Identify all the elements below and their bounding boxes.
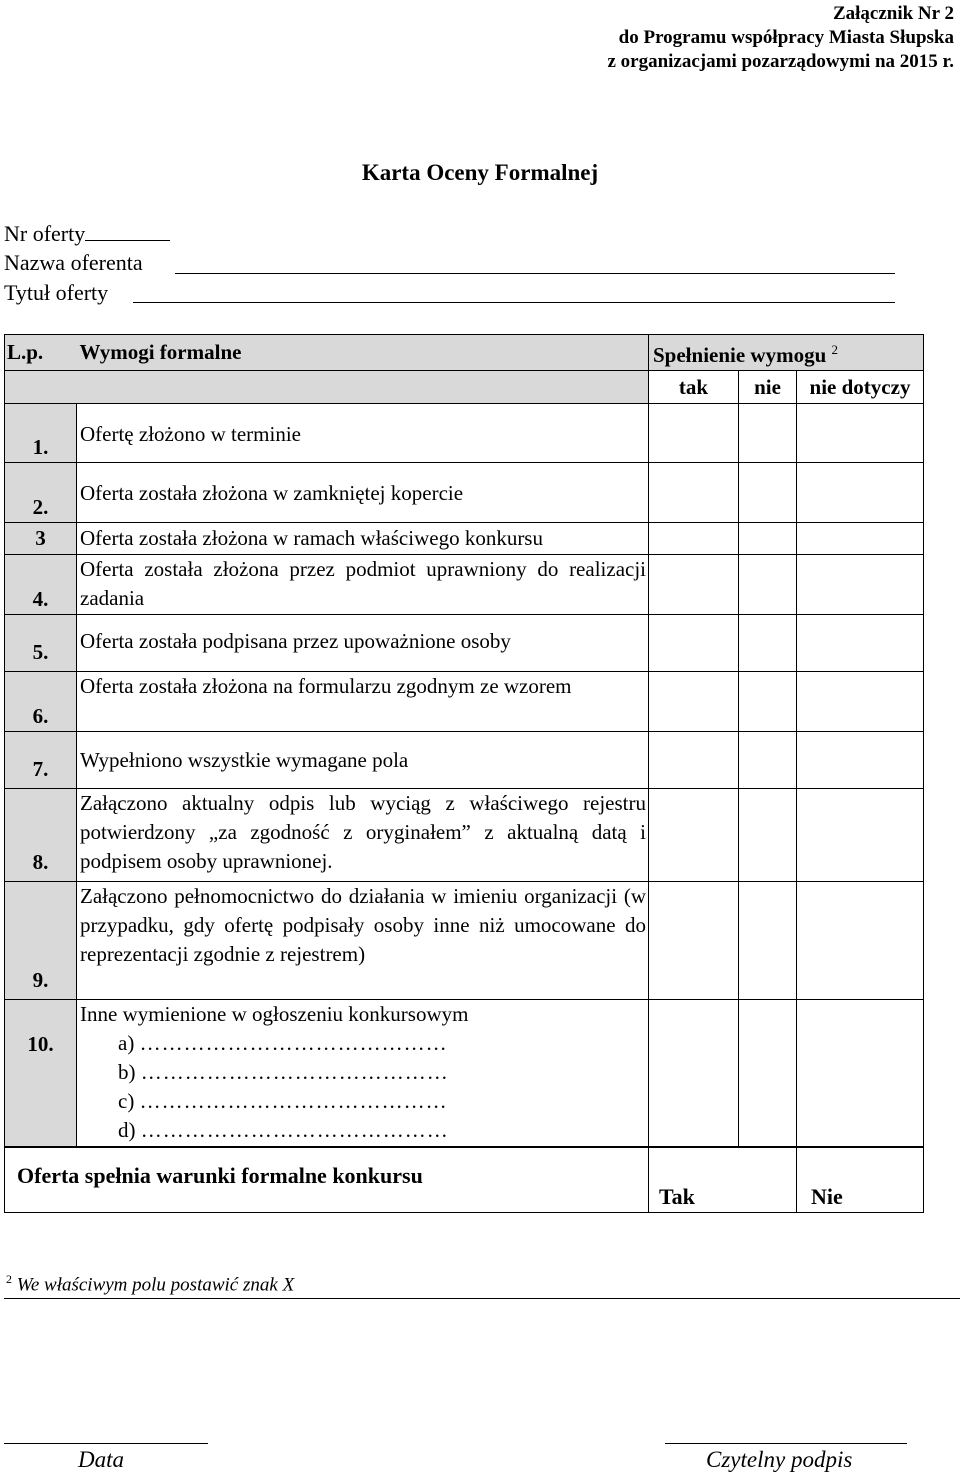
tytul-oferty-field: [4, 280, 108, 306]
header-line-2: do Programu współpracy Miasta Słupska: [618, 27, 954, 48]
date-label: Data: [78, 1447, 124, 1472]
check-cell-nie[interactable]: [739, 615, 797, 672]
header-line-3: z organizacjami pozarządowymi na 2015 r.: [607, 51, 954, 72]
row-number: 2.: [5, 463, 77, 523]
row-number: 6.: [5, 672, 77, 732]
nazwa-oferenta-field: [4, 250, 143, 276]
check-cell-nie[interactable]: [739, 463, 797, 523]
row-requirement: Oferta została podpisana przez upoważnione osoby: [77, 615, 649, 672]
date-line[interactable]: [4, 1443, 208, 1444]
footnote-text: We właściwym polu postawić znak X: [16, 1274, 295, 1296]
check-cell-nd[interactable]: [797, 732, 924, 789]
summary-table: [4, 1146, 924, 1213]
table-row: [5, 882, 924, 1000]
nr-oferty-label: Nr oferty: [4, 221, 86, 246]
signature-line[interactable]: [665, 1443, 907, 1444]
other-item-label: b): [118, 1060, 136, 1084]
check-cell-tak[interactable]: [649, 672, 739, 732]
other-item-dots[interactable]: ……………………………………: [139, 1031, 448, 1055]
row-requirement: Załączono aktualny odpis lub wyciąg z właściwego rejestru potwierdzony „za zgodność z oryginałem” z aktualną datą i podpisem osoby uprawnionej.: [77, 789, 649, 882]
check-cell-nd[interactable]: [797, 555, 924, 615]
nr-oferty-line[interactable]: [85, 220, 170, 241]
check-cell-tak[interactable]: [649, 882, 739, 1000]
check-cell-tak[interactable]: [649, 615, 739, 672]
row-number: 3: [5, 523, 77, 555]
col-nie-header: nie: [739, 371, 797, 404]
other-item-dots[interactable]: ……………………………………: [140, 1118, 449, 1142]
page-title: Karta Oceny Formalnej: [361, 160, 599, 185]
col-lp-header: L.p.: [5, 335, 77, 371]
check-cell-nie[interactable]: [739, 1000, 797, 1148]
check-cell-nie[interactable]: [739, 555, 797, 615]
table-row: [5, 404, 924, 463]
check-cell-nd[interactable]: [797, 1000, 924, 1148]
check-cell-tak[interactable]: [649, 523, 739, 555]
footnote: [6, 1272, 294, 1296]
col-req-header: Wymogi formalne: [77, 335, 649, 371]
tytul-oferty-label: Tytuł oferty: [4, 280, 109, 305]
row-number: 9.: [5, 882, 77, 1000]
check-cell-tak[interactable]: [649, 732, 739, 789]
check-cell-tak[interactable]: [649, 1000, 739, 1148]
check-cell-nd[interactable]: [797, 789, 924, 882]
footnote-divider: [4, 1298, 960, 1299]
table-row: [5, 615, 924, 672]
check-cell-nd[interactable]: [797, 463, 924, 523]
table-subheader-row: [5, 371, 924, 404]
other-item: [80, 1058, 646, 1087]
row-requirement-text: Inne wymienione w ogłoszeniu konkursowym: [80, 1002, 469, 1026]
other-item-label: a): [118, 1031, 135, 1055]
table-row: [5, 672, 924, 732]
col-tak-header: tak: [649, 371, 739, 404]
row-number: 1.: [5, 404, 77, 463]
other-item: [80, 1029, 646, 1058]
attachment-header: [607, 2, 954, 74]
tytul-oferty-line[interactable]: [133, 302, 895, 303]
other-item-dots[interactable]: ……………………………………: [140, 1060, 449, 1084]
check-cell-nie[interactable]: [739, 523, 797, 555]
check-cell-nd[interactable]: [797, 404, 924, 463]
table-header-row: [5, 335, 924, 371]
check-cell-nd[interactable]: [797, 672, 924, 732]
check-cell-nd[interactable]: [797, 523, 924, 555]
nazwa-oferenta-label: Nazwa oferenta: [4, 250, 143, 275]
nazwa-oferenta-line[interactable]: [175, 273, 895, 274]
check-cell-nie[interactable]: [739, 882, 797, 1000]
check-cell-tak[interactable]: [649, 789, 739, 882]
row-requirement: Oferta została złożona w ramach właściwego konkursu: [77, 523, 649, 555]
col-nd-header: nie dotyczy: [797, 371, 924, 404]
check-cell-tak[interactable]: [649, 463, 739, 523]
signature-label: Czytelny podpis: [706, 1447, 853, 1472]
check-cell-nd[interactable]: [797, 615, 924, 672]
footnote-number: 2: [6, 1272, 12, 1286]
check-cell-nd[interactable]: [797, 882, 924, 1000]
row-requirement: Wypełniono wszystkie wymagane pola: [77, 732, 649, 789]
row-number: 5.: [5, 615, 77, 672]
row-number: 7.: [5, 732, 77, 789]
other-item-label: d): [118, 1118, 136, 1142]
row-requirement: Oferta została złożona przez podmiot uprawniony do realizacji zadania: [77, 555, 649, 615]
row-requirement: Załączono pełnomocnictwo do działania w imieniu organizacji (w przypadku, gdy ofertę podpisały osoby inne niż umocowane do reprezentacji zgodnie z rejestrem): [77, 882, 649, 1000]
other-item-dots[interactable]: ……………………………………: [139, 1089, 448, 1113]
check-cell-nie[interactable]: [739, 404, 797, 463]
header-line-1: Załącznik Nr 2: [832, 3, 954, 24]
check-cell-nie[interactable]: [739, 789, 797, 882]
row-requirement: [77, 1000, 649, 1148]
table-row: [5, 555, 924, 615]
check-cell-tak[interactable]: [649, 555, 739, 615]
summary-row: [5, 1147, 924, 1213]
check-cell-tak[interactable]: [649, 404, 739, 463]
row-number: 4.: [5, 555, 77, 615]
table-row: [5, 1000, 924, 1148]
other-item: [80, 1087, 646, 1116]
table-row: [5, 463, 924, 523]
requirements-table: [4, 334, 924, 1148]
subheader-blank: [5, 371, 77, 404]
summary-label: Oferta spełnia warunki formalne konkursu: [5, 1147, 649, 1213]
col-status-header: [649, 335, 924, 371]
row-requirement: Ofertę złożono w terminie: [77, 404, 649, 463]
summary-nie-cell[interactable]: Nie: [797, 1147, 924, 1213]
row-requirement: Oferta została złożona w zamkniętej kopercie: [77, 463, 649, 523]
table-row: [5, 732, 924, 789]
other-item-label: c): [118, 1089, 135, 1113]
check-cell-nie[interactable]: [739, 672, 797, 732]
other-item: [80, 1116, 646, 1145]
table-row: [5, 789, 924, 882]
table-row: [5, 523, 924, 555]
row-number: 10.: [5, 1000, 77, 1148]
subheader-blank: [77, 371, 649, 404]
row-requirement: Oferta została złożona na formularzu zgodnym ze wzorem: [77, 672, 649, 732]
summary-tak-cell[interactable]: Tak: [649, 1147, 797, 1213]
row-number: 8.: [5, 789, 77, 882]
nr-oferty-field: [4, 220, 170, 247]
check-cell-nie[interactable]: [739, 732, 797, 789]
col-status-label: Spełnienie wymogu: [653, 343, 827, 367]
col-status-footnote-ref: 2: [831, 342, 839, 357]
